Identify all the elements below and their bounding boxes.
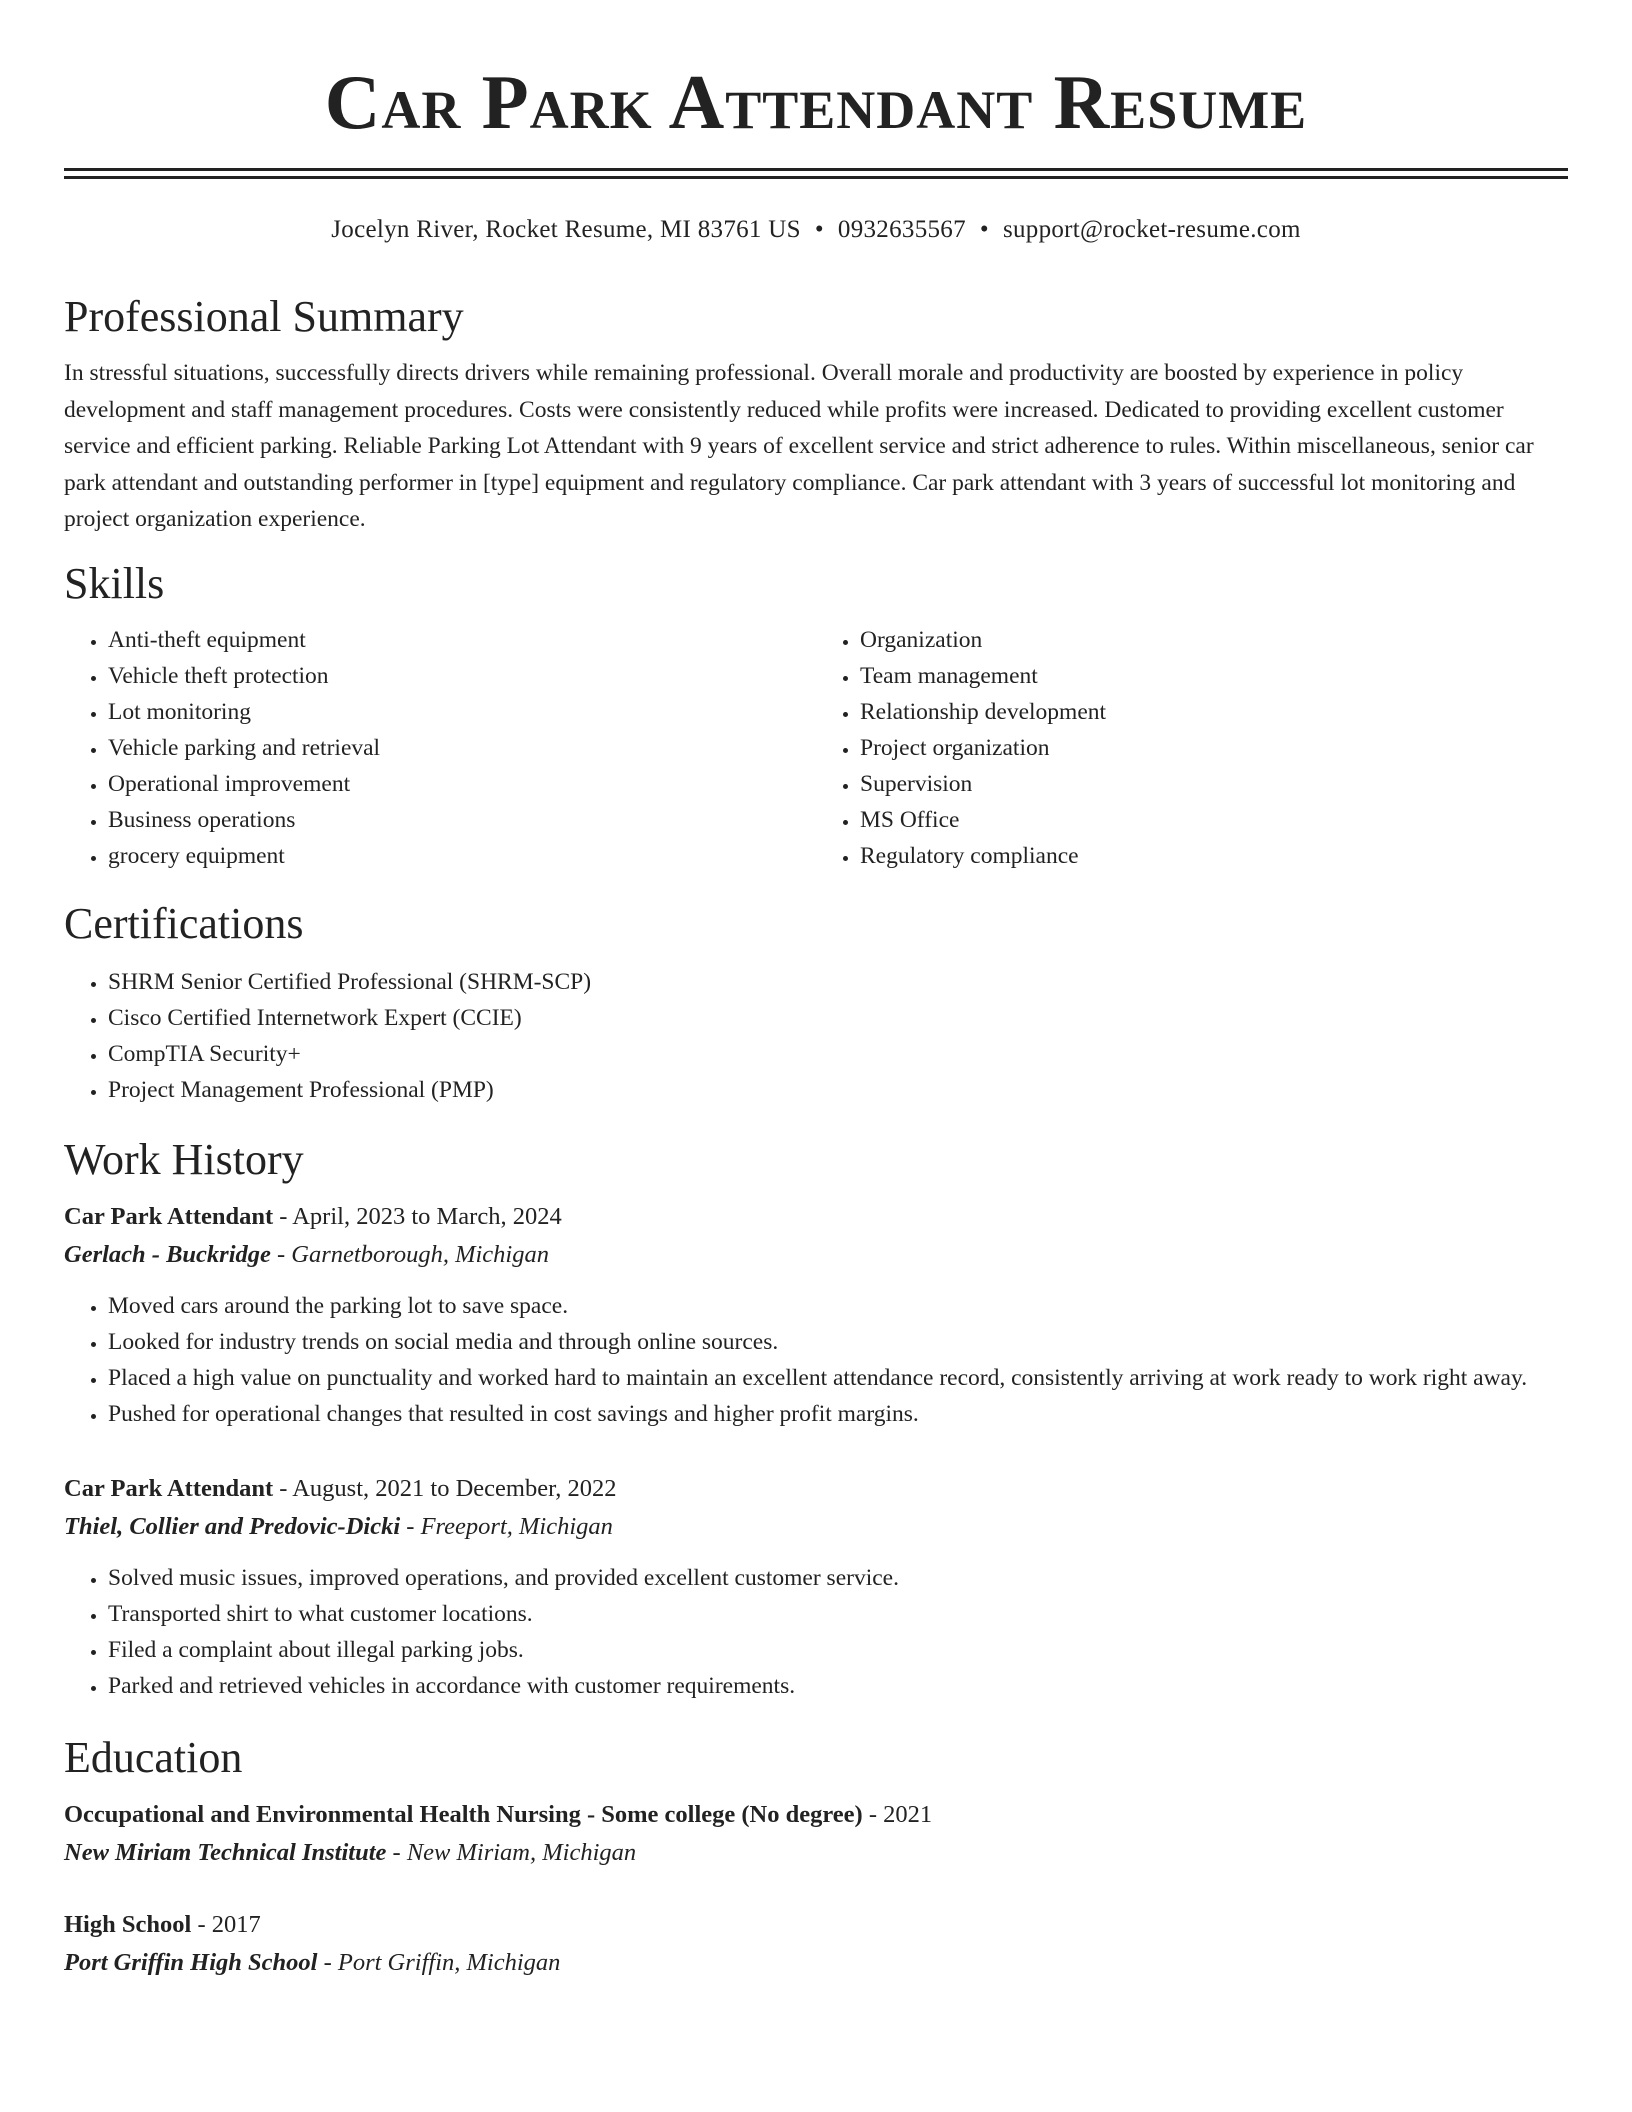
contact-separator: • <box>979 216 989 243</box>
education-degree-line <box>64 1796 1568 1834</box>
job-location: - Garnetborough, Michigan <box>270 1240 549 1268</box>
education-school-line <box>64 1834 1568 1872</box>
job-title-line <box>64 1198 1568 1236</box>
contact-separator: • <box>814 216 824 243</box>
skill-item: • Vehicle parking and retrieval <box>108 730 816 766</box>
job-title: Car Park Attendant <box>64 1202 274 1230</box>
skill-item: • Business operations <box>108 802 816 838</box>
job-bullet: • Filed a complaint about illegal parking jobs. <box>108 1632 1568 1668</box>
job-company: Gerlach - Buckridge <box>64 1240 271 1268</box>
contact-phone: 0932635567 <box>837 216 966 243</box>
education-degree: Occupational and Environmental Health Nursing - Some college (No degree) <box>64 1800 863 1828</box>
skill-item: • Relationship development <box>860 694 1568 730</box>
skill-item: • Project organization <box>860 730 1568 766</box>
skill-item: • Vehicle theft protection <box>108 658 816 694</box>
job-company: Thiel, Collier and Predovic-Dicki <box>64 1512 401 1540</box>
job-bullet: • Parked and retrieved vehicles in accordance with customer requirements. <box>108 1668 1568 1704</box>
skill-item: • Regulatory compliance <box>860 838 1568 874</box>
skill-item: • Supervision <box>860 766 1568 802</box>
skill-item: • Team management <box>860 658 1568 694</box>
job-dates: - August, 2021 to December, 2022 <box>273 1474 617 1502</box>
contact-email: support@rocket-resume.com <box>1002 216 1301 243</box>
job-bullets <box>64 1560 1568 1704</box>
certification-item: • Project Management Professional (PMP) <box>108 1072 1568 1108</box>
job-entry <box>64 1470 1568 1704</box>
certifications-list <box>64 964 1568 1108</box>
job-location: - Freeport, Michigan <box>400 1512 613 1540</box>
education-location: - Port Griffin, Michigan <box>317 1948 561 1976</box>
job-bullets <box>64 1288 1568 1432</box>
education-degree: High School <box>64 1910 192 1938</box>
job-bullet: • Transported shirt to what customer locations. <box>108 1596 1568 1632</box>
education-school: New Miriam Technical Institute <box>64 1838 387 1866</box>
title-divider-bottom <box>64 176 1568 179</box>
job-entry <box>64 1198 1568 1432</box>
job-bullet: • Placed a high value on punctuality and worked hard to maintain an excellent attendance record, consistently arriving at work ready to work right away. <box>108 1360 1568 1396</box>
skill-item: • Operational improvement <box>108 766 816 802</box>
job-bullet: • Looked for industry trends on social media and through online sources. <box>108 1324 1568 1360</box>
summary-heading: Professional Summary <box>64 292 464 341</box>
skills-list-left <box>64 622 816 874</box>
education-heading: Education <box>64 1732 243 1782</box>
certifications-heading: Certifications <box>64 898 304 948</box>
resume-page <box>64 0 1568 1982</box>
education-school: Port Griffin High School <box>64 1948 318 1976</box>
job-title: Car Park Attendant <box>64 1474 274 1502</box>
job-title-line <box>64 1470 1568 1508</box>
education-entry <box>64 1906 1568 1982</box>
job-bullet: • Pushed for operational changes that resulted in cost savings and higher profit margins. <box>108 1396 1568 1432</box>
job-company-line <box>64 1508 1568 1546</box>
contact-line <box>64 215 1568 245</box>
skills-list-right <box>816 622 1568 874</box>
skill-item: • MS Office <box>860 802 1568 838</box>
job-company-line <box>64 1236 1568 1274</box>
contact-address: Jocelyn River, Rocket Resume, MI 83761 US <box>331 216 801 243</box>
skills-columns <box>64 622 1568 874</box>
education-degree-line <box>64 1906 1568 1944</box>
skill-item: • Anti-theft equipment <box>108 622 816 658</box>
education-entry <box>64 1796 1568 1872</box>
job-bullet: • Solved music issues, improved operations, and provided excellent customer service. <box>108 1560 1568 1596</box>
summary-text: In stressful situations, successfully directs drivers while remaining professional. Overall morale and productivity are boosted by experience in policy development and staff management procedures. Costs were consistently reduced while profits were increased. Dedicated to providing excellent customer service and efficient parking. Reliable Parking Lot Attendant with 9 years of excellent service and strict adherence to rules. Within miscellaneous, senior car park attendant and outstanding performer in [type] equipment and regulatory compliance. Car park attendant with 3 years of successful lot monitoring and project organization experience. <box>64 360 1534 532</box>
job-dates: - April, 2023 to March, 2024 <box>273 1202 562 1230</box>
certification-item: • CompTIA Security+ <box>108 1036 1568 1072</box>
certification-item: • SHRM Senior Certified Professional (SHRM-SCP) <box>108 964 1568 1000</box>
skills-heading: Skills <box>64 558 165 608</box>
education-school-line <box>64 1944 1568 1982</box>
skill-item: • Lot monitoring <box>108 694 816 730</box>
resume-title: Car Park Attendant Resume <box>324 59 1308 145</box>
skill-item: • Organization <box>860 622 1568 658</box>
job-bullet: • Moved cars around the parking lot to save space. <box>108 1288 1568 1324</box>
work-history-heading: Work History <box>64 1134 304 1184</box>
skill-item: • grocery equipment <box>108 838 816 874</box>
education-location: - New Miriam, Michigan <box>386 1838 637 1866</box>
education-year: - 2021 <box>862 1800 933 1828</box>
certification-item: • Cisco Certified Internetwork Expert (CCIE) <box>108 1000 1568 1036</box>
education-year: - 2017 <box>191 1910 261 1938</box>
